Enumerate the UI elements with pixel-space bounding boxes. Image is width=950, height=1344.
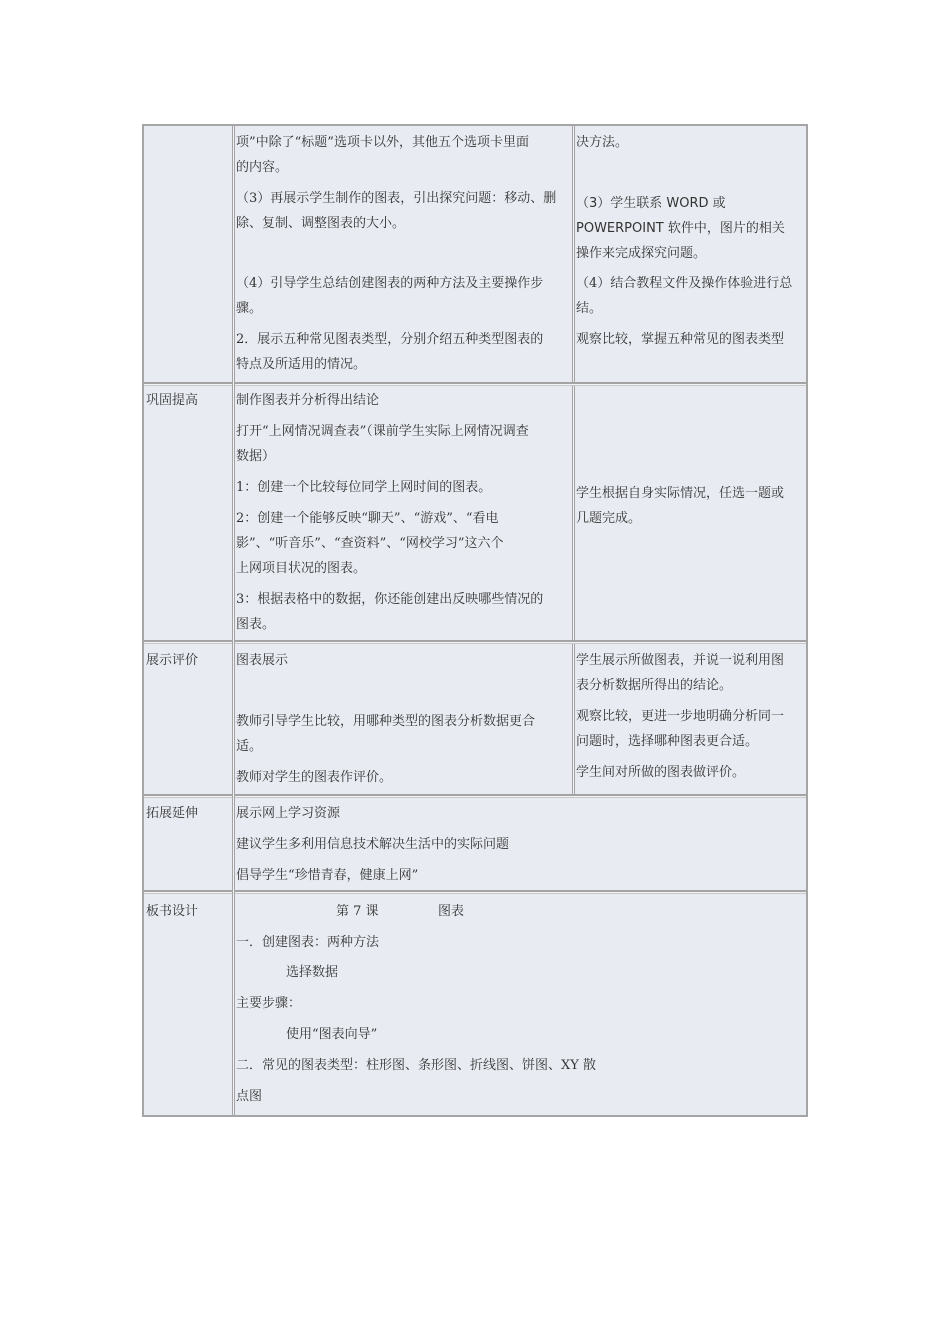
lesson-plan-table (142, 124, 808, 1117)
text-line: 倡导学生“珍惜青春，健康上网” (236, 868, 419, 883)
text-line: 特点及所适用的情况。 (236, 357, 367, 372)
row-label: 展示评价 (146, 653, 199, 668)
text-line: 2：创建一个能够反映“聊天”、“游戏”、“看电 (236, 511, 499, 526)
row-divider (144, 640, 806, 644)
text-line: 展示网上学习资源 (236, 806, 341, 821)
text-line: 教师对学生的图表作评价。 (236, 770, 393, 785)
text-line: 观察比较，更进一步地明确分析同一 (576, 709, 785, 724)
text-line: 观察比较，掌握五种常见的图表类型 (576, 332, 785, 347)
text-line: 问题时，选择哪种图表更合适。 (576, 734, 759, 749)
text-line: 2．展示五种常见图表类型，分别介绍五种类型图表的 (236, 332, 544, 347)
text-line: （3）学生联系 WORD 或 (576, 196, 726, 211)
lesson-number: 第 7 课 (336, 904, 379, 919)
text-line: 教师引导学生比较，用哪种类型的图表分析数据更合 (236, 714, 536, 729)
text-line: （4）结合教程文件及操作体验进行总 (576, 276, 793, 291)
text-line: 选择数据 (286, 965, 339, 980)
row-divider (144, 794, 806, 798)
column-divider (572, 386, 575, 640)
text-line: 图表。 (236, 617, 276, 632)
column-divider (572, 644, 575, 794)
text-line: 制作图表并分析得出结论 (236, 393, 380, 408)
text-line: 上网项目状况的图表。 (236, 561, 367, 576)
text-line: 除、复制、调整图表的大小。 (236, 216, 406, 231)
text-line: 适。 (236, 739, 263, 754)
text-line: 图表展示 (236, 653, 289, 668)
text-line: 二．常见的图表类型：柱形图、条形图、折线图、饼图、XY 散 (236, 1058, 596, 1073)
row-divider (144, 382, 806, 386)
lesson-topic: 图表 (438, 904, 465, 919)
text-line: POWERPOINT 软件中，图片的相关 (576, 221, 785, 236)
text-line: 3：根据表格中的数据，你还能创建出反映哪些情况的 (236, 592, 544, 607)
text-line: 数据） (236, 449, 276, 464)
text-line: 操作来完成探究问题。 (576, 246, 707, 261)
text-line: 使用“图表向导” (286, 1027, 378, 1042)
column-divider (572, 126, 575, 382)
text-line: 建议学生多利用信息技术解决生活中的实际问题 (236, 837, 510, 852)
text-line: 结。 (576, 301, 603, 316)
text-line: 学生根据自身实际情况，任选一题或 (576, 486, 785, 501)
text-line: 点图 (236, 1089, 263, 1104)
text-line: 表分析数据所得出的结论。 (576, 678, 733, 693)
text-line: 学生展示所做图表，并说一说利用图 (576, 653, 785, 668)
text-line: 影”、“听音乐”、“查资料”、“网校学习”这六个 (236, 536, 504, 551)
row-label: 拓展延伸 (146, 806, 199, 821)
text-line: 骤。 (236, 301, 263, 316)
text-line: （3）再展示学生制作的图表，引出探究问题：移动、删 (236, 191, 557, 206)
text-line: 一．创建图表：两种方法 (236, 935, 380, 950)
text-line: 打开“上网情况调查表”（课前学生实际上网情况调查 (236, 424, 529, 439)
text-line: 学生间对所做的图表做评价。 (576, 765, 746, 780)
text-line: 几题完成。 (576, 511, 642, 526)
text-line: 的内容。 (236, 160, 289, 175)
text-line: 项”中除了“标题”选项卡以外，其他五个选项卡里面 (236, 135, 529, 150)
text-line: 决方法。 (576, 135, 629, 150)
row-label: 板书设计 (146, 904, 199, 919)
text-line: 1：创建一个比较每位同学上网时间的图表。 (236, 480, 492, 495)
row-label: 巩固提高 (146, 393, 199, 408)
text-line: （4）引导学生总结创建图表的两种方法及主要操作步 (236, 276, 544, 291)
column-divider (232, 126, 235, 1115)
text-line: 主要步骤： (236, 996, 302, 1011)
row-divider (144, 890, 806, 894)
